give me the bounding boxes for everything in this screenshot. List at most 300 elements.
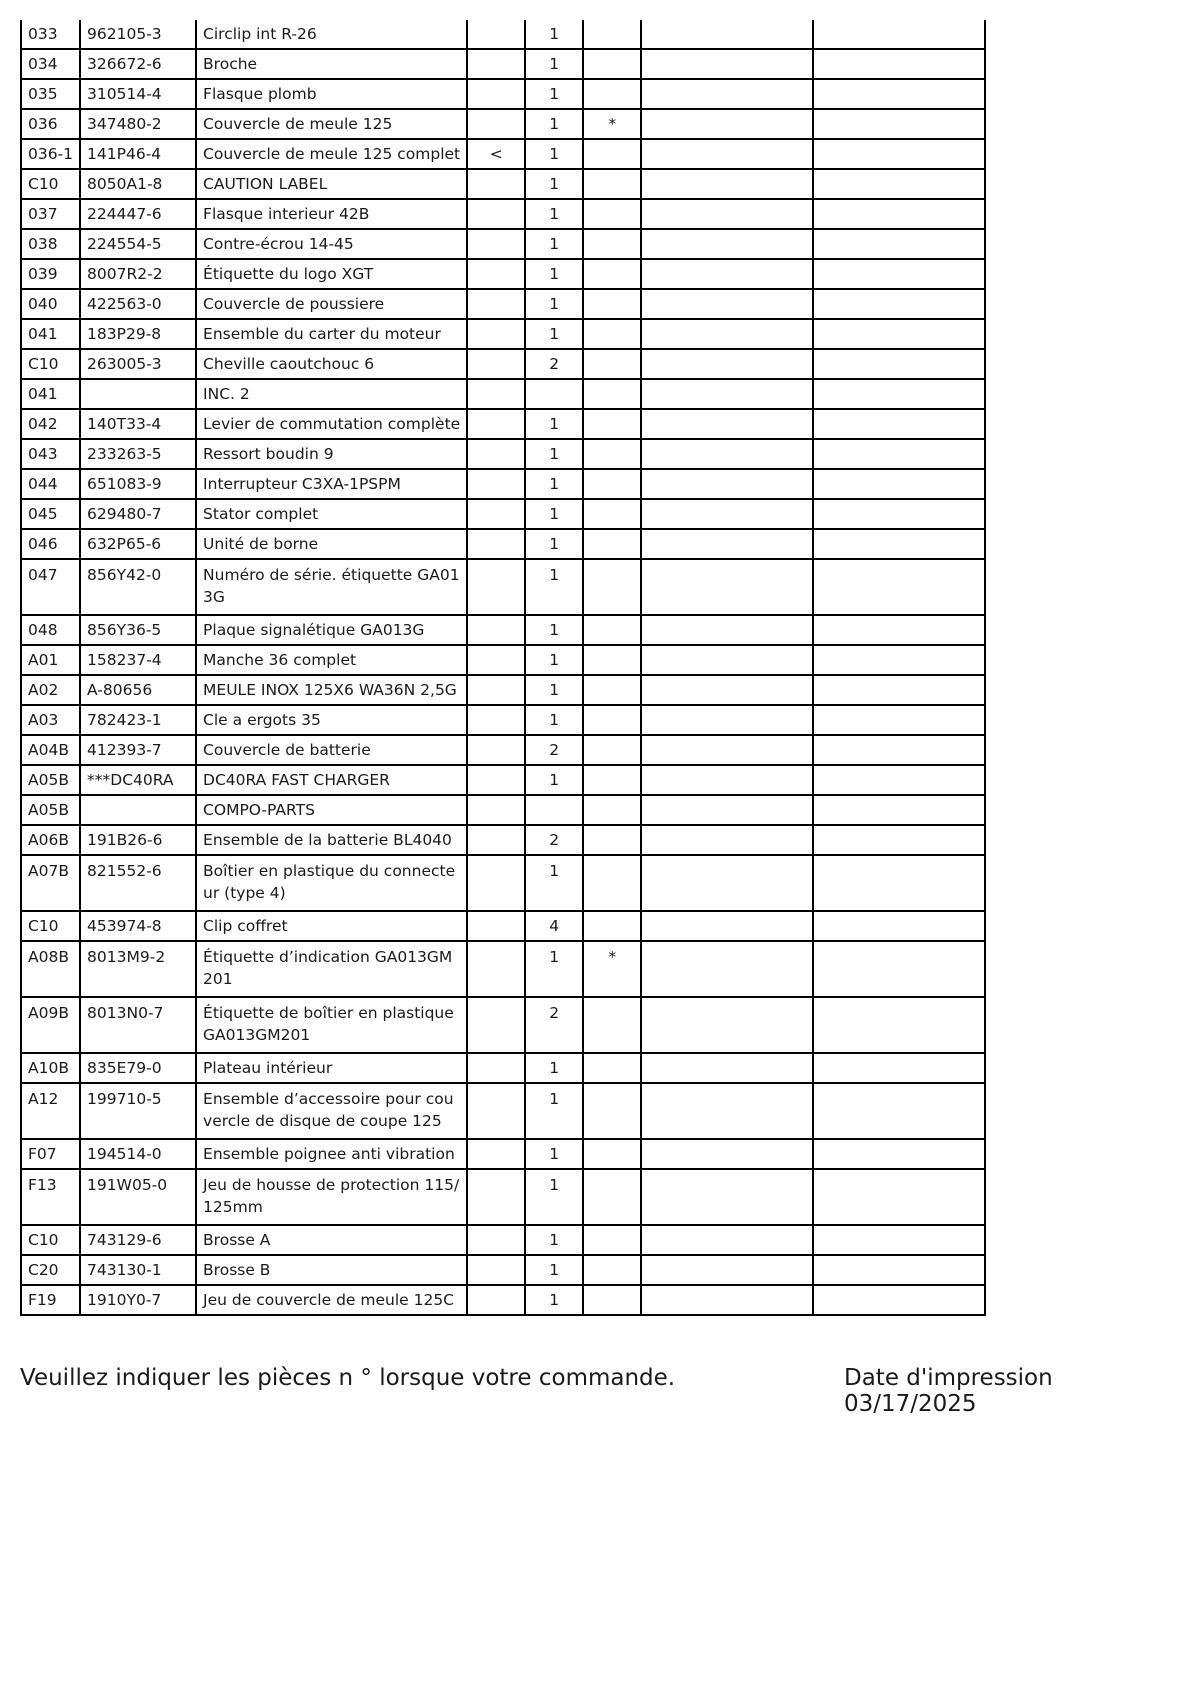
- item-number: A06B: [21, 825, 80, 855]
- note-mark: [583, 1285, 641, 1315]
- item-number: A04B: [21, 735, 80, 765]
- note-mark: [583, 1053, 641, 1083]
- item-number: A03: [21, 705, 80, 735]
- substitution-mark: [467, 49, 525, 79]
- quantity: 1: [525, 409, 583, 439]
- note-mark: [583, 1225, 641, 1255]
- part-description: Plaque signalétique GA013G: [196, 615, 467, 645]
- quantity: 1: [525, 49, 583, 79]
- substitution-mark: [467, 259, 525, 289]
- blank-cell: [641, 705, 813, 735]
- note-mark: [583, 615, 641, 645]
- part-reference: 224554-5: [80, 229, 196, 259]
- blank-cell: [641, 1225, 813, 1255]
- blank-cell: [813, 559, 985, 615]
- part-reference: 856Y42-0: [80, 559, 196, 615]
- quantity: 1: [525, 169, 583, 199]
- item-number: A07B: [21, 855, 80, 911]
- part-reference: 263005-3: [80, 349, 196, 379]
- parts-table-body: [21, 20, 985, 1315]
- note-mark: [583, 79, 641, 109]
- table-row: [21, 941, 985, 997]
- blank-cell: [641, 319, 813, 349]
- blank-cell: [641, 911, 813, 941]
- quantity: [525, 795, 583, 825]
- substitution-mark: [467, 439, 525, 469]
- quantity: 1: [525, 1053, 583, 1083]
- table-row: [21, 20, 985, 49]
- substitution-mark: [467, 289, 525, 319]
- item-number: A01: [21, 645, 80, 675]
- table-row: [21, 259, 985, 289]
- note-mark: [583, 1083, 641, 1139]
- substitution-mark: [467, 1255, 525, 1285]
- blank-cell: [813, 735, 985, 765]
- item-number: 033: [21, 20, 80, 49]
- table-row: [21, 79, 985, 109]
- item-number: 040: [21, 289, 80, 319]
- part-description: COMPO-PARTS: [196, 795, 467, 825]
- blank-cell: [641, 1053, 813, 1083]
- part-description: Circlip int R-26: [196, 20, 467, 49]
- item-number: 038: [21, 229, 80, 259]
- note-mark: [583, 911, 641, 941]
- substitution-mark: [467, 941, 525, 997]
- note-mark: [583, 559, 641, 615]
- part-description: Étiquette d’indication GA013GM201: [196, 941, 467, 997]
- table-row: [21, 409, 985, 439]
- item-number: 042: [21, 409, 80, 439]
- note-mark: [583, 169, 641, 199]
- part-reference: A-80656: [80, 675, 196, 705]
- part-description: Étiquette du logo XGT: [196, 259, 467, 289]
- blank-cell: [813, 499, 985, 529]
- item-number: A02: [21, 675, 80, 705]
- blank-cell: [641, 409, 813, 439]
- table-row: [21, 705, 985, 735]
- part-reference: 453974-8: [80, 911, 196, 941]
- note-mark: [583, 1169, 641, 1225]
- substitution-mark: [467, 735, 525, 765]
- order-instruction: Veuillez indiquer les pièces n ° lorsque votre commande.: [20, 1365, 676, 1391]
- item-number: 034: [21, 49, 80, 79]
- item-number: 047: [21, 559, 80, 615]
- substitution-mark: [467, 199, 525, 229]
- part-description: Couvercle de meule 125 complet: [196, 139, 467, 169]
- blank-cell: [813, 379, 985, 409]
- part-reference: 224447-6: [80, 199, 196, 229]
- part-reference: 191B26-6: [80, 825, 196, 855]
- blank-cell: [813, 409, 985, 439]
- part-description: Cle a ergots 35: [196, 705, 467, 735]
- substitution-mark: [467, 1083, 525, 1139]
- blank-cell: [813, 139, 985, 169]
- blank-cell: [813, 199, 985, 229]
- item-number: A05B: [21, 795, 80, 825]
- substitution-mark: [467, 675, 525, 705]
- part-description: Flasque interieur 42B: [196, 199, 467, 229]
- blank-cell: [813, 259, 985, 289]
- blank-cell: [641, 1083, 813, 1139]
- table-row: [21, 615, 985, 645]
- part-description: Couvercle de poussiere: [196, 289, 467, 319]
- table-row: [21, 199, 985, 229]
- table-row: [21, 1053, 985, 1083]
- table-row: [21, 319, 985, 349]
- substitution-mark: [467, 997, 525, 1053]
- note-mark: [583, 645, 641, 675]
- blank-cell: [641, 499, 813, 529]
- substitution-mark: [467, 795, 525, 825]
- note-mark: [583, 49, 641, 79]
- note-mark: [583, 529, 641, 559]
- blank-cell: [813, 1169, 985, 1225]
- blank-cell: [813, 1255, 985, 1285]
- substitution-mark: [467, 1285, 525, 1315]
- table-row: [21, 139, 985, 169]
- quantity: 1: [525, 109, 583, 139]
- item-number: C10: [21, 911, 80, 941]
- blank-cell: [641, 997, 813, 1053]
- table-row: [21, 229, 985, 259]
- part-description: Interrupteur C3XA-1PSPM: [196, 469, 467, 499]
- item-number: 041: [21, 379, 80, 409]
- blank-cell: [813, 1285, 985, 1315]
- quantity: 1: [525, 439, 583, 469]
- item-number: 044: [21, 469, 80, 499]
- blank-cell: [641, 199, 813, 229]
- part-description: Ensemble du carter du moteur: [196, 319, 467, 349]
- quantity: 2: [525, 349, 583, 379]
- substitution-mark: [467, 1139, 525, 1169]
- blank-cell: [813, 49, 985, 79]
- part-description: Manche 36 complet: [196, 645, 467, 675]
- item-number: C10: [21, 1225, 80, 1255]
- blank-cell: [813, 79, 985, 109]
- table-row: [21, 1285, 985, 1315]
- substitution-mark: [467, 615, 525, 645]
- part-reference: 962105-3: [80, 20, 196, 49]
- blank-cell: [641, 1255, 813, 1285]
- quantity: 2: [525, 997, 583, 1053]
- blank-cell: [641, 615, 813, 645]
- note-mark: [583, 765, 641, 795]
- blank-cell: [641, 229, 813, 259]
- part-reference: 856Y36-5: [80, 615, 196, 645]
- note-mark: [583, 439, 641, 469]
- blank-cell: [641, 675, 813, 705]
- item-number: A12: [21, 1083, 80, 1139]
- blank-cell: [813, 349, 985, 379]
- blank-cell: [813, 705, 985, 735]
- note-mark: [583, 855, 641, 911]
- part-reference: 141P46-4: [80, 139, 196, 169]
- part-reference: [80, 795, 196, 825]
- part-reference: 629480-7: [80, 499, 196, 529]
- blank-cell: [813, 1083, 985, 1139]
- quantity: 1: [525, 941, 583, 997]
- table-row: [21, 855, 985, 911]
- part-description: DC40RA FAST CHARGER: [196, 765, 467, 795]
- part-reference: 8050A1-8: [80, 169, 196, 199]
- item-number: 045: [21, 499, 80, 529]
- item-number: 039: [21, 259, 80, 289]
- part-reference: 835E79-0: [80, 1053, 196, 1083]
- part-description: Broche: [196, 49, 467, 79]
- substitution-mark: [467, 319, 525, 349]
- note-mark: [583, 319, 641, 349]
- part-reference: 821552-6: [80, 855, 196, 911]
- table-row: [21, 499, 985, 529]
- note-mark: [583, 825, 641, 855]
- note-mark: [583, 705, 641, 735]
- part-description: Plateau intérieur: [196, 1053, 467, 1083]
- quantity: 2: [525, 735, 583, 765]
- blank-cell: [813, 941, 985, 997]
- blank-cell: [641, 765, 813, 795]
- item-number: 036: [21, 109, 80, 139]
- part-reference: 651083-9: [80, 469, 196, 499]
- substitution-mark: [467, 169, 525, 199]
- table-row: [21, 439, 985, 469]
- part-description: Jeu de housse de protection 115/125mm: [196, 1169, 467, 1225]
- substitution-mark: [467, 825, 525, 855]
- blank-cell: [813, 1225, 985, 1255]
- substitution-mark: [467, 1225, 525, 1255]
- quantity: 1: [525, 199, 583, 229]
- substitution-mark: [467, 499, 525, 529]
- item-number: 036-1: [21, 139, 80, 169]
- quantity: 1: [525, 1169, 583, 1225]
- blank-cell: [813, 109, 985, 139]
- blank-cell: [813, 529, 985, 559]
- note-mark: [583, 997, 641, 1053]
- blank-cell: [641, 20, 813, 49]
- part-description: Numéro de série. étiquette GA013G: [196, 559, 467, 615]
- blank-cell: [641, 1285, 813, 1315]
- quantity: 1: [525, 79, 583, 109]
- quantity: 1: [525, 765, 583, 795]
- quantity: 1: [525, 1225, 583, 1255]
- part-reference: 194514-0: [80, 1139, 196, 1169]
- blank-cell: [813, 645, 985, 675]
- item-number: C20: [21, 1255, 80, 1285]
- table-row: [21, 1083, 985, 1139]
- substitution-mark: [467, 79, 525, 109]
- item-number: A09B: [21, 997, 80, 1053]
- item-number: 037: [21, 199, 80, 229]
- quantity: 1: [525, 139, 583, 169]
- part-reference: 8013N0-7: [80, 997, 196, 1053]
- blank-cell: [813, 855, 985, 911]
- part-reference: 743130-1: [80, 1255, 196, 1285]
- blank-cell: [641, 941, 813, 997]
- part-description: Couvercle de meule 125: [196, 109, 467, 139]
- table-row: [21, 675, 985, 705]
- blank-cell: [641, 289, 813, 319]
- quantity: 1: [525, 20, 583, 49]
- blank-cell: [813, 615, 985, 645]
- part-description: Flasque plomb: [196, 79, 467, 109]
- part-description: Ressort boudin 9: [196, 439, 467, 469]
- quantity: 2: [525, 825, 583, 855]
- quantity: 1: [525, 469, 583, 499]
- blank-cell: [813, 20, 985, 49]
- table-row: [21, 559, 985, 615]
- quantity: 1: [525, 559, 583, 615]
- blank-cell: [813, 229, 985, 259]
- blank-cell: [641, 645, 813, 675]
- quantity: 1: [525, 705, 583, 735]
- note-mark: [583, 379, 641, 409]
- quantity: 1: [525, 675, 583, 705]
- note-mark: [583, 1139, 641, 1169]
- part-reference: 233263-5: [80, 439, 196, 469]
- parts-table: [20, 20, 986, 1316]
- blank-cell: [813, 675, 985, 705]
- blank-cell: [641, 109, 813, 139]
- part-reference: 183P29-8: [80, 319, 196, 349]
- blank-cell: [641, 1139, 813, 1169]
- table-row: [21, 1225, 985, 1255]
- note-mark: [583, 409, 641, 439]
- part-reference: 8013M9-2: [80, 941, 196, 997]
- part-reference: 158237-4: [80, 645, 196, 675]
- blank-cell: [813, 289, 985, 319]
- substitution-mark: [467, 109, 525, 139]
- substitution-mark: [467, 645, 525, 675]
- table-row: [21, 289, 985, 319]
- note-mark: [583, 675, 641, 705]
- part-description: Jeu de couvercle de meule 125C: [196, 1285, 467, 1315]
- quantity: 1: [525, 855, 583, 911]
- part-description: Unité de borne: [196, 529, 467, 559]
- part-description: Cheville caoutchouc 6: [196, 349, 467, 379]
- part-reference: 743129-6: [80, 1225, 196, 1255]
- blank-cell: [641, 1169, 813, 1225]
- quantity: [525, 379, 583, 409]
- note-mark: [583, 795, 641, 825]
- substitution-mark: [467, 20, 525, 49]
- table-row: [21, 169, 985, 199]
- blank-cell: [641, 559, 813, 615]
- part-reference: 191W05-0: [80, 1169, 196, 1225]
- note-mark: [583, 259, 641, 289]
- blank-cell: [813, 825, 985, 855]
- part-description: Brosse B: [196, 1255, 467, 1285]
- blank-cell: [813, 1053, 985, 1083]
- quantity: 1: [525, 1083, 583, 1139]
- blank-cell: [641, 529, 813, 559]
- substitution-mark: [467, 229, 525, 259]
- quantity: 1: [525, 499, 583, 529]
- table-row: [21, 765, 985, 795]
- blank-cell: [813, 997, 985, 1053]
- table-row: [21, 1255, 985, 1285]
- blank-cell: [813, 439, 985, 469]
- table-row: [21, 1139, 985, 1169]
- part-reference: 422563-0: [80, 289, 196, 319]
- substitution-mark: [467, 1053, 525, 1083]
- table-row: [21, 529, 985, 559]
- table-row: [21, 735, 985, 765]
- note-mark: *: [583, 941, 641, 997]
- quantity: 1: [525, 615, 583, 645]
- part-reference: 632P65-6: [80, 529, 196, 559]
- note-mark: [583, 499, 641, 529]
- blank-cell: [813, 765, 985, 795]
- item-number: A10B: [21, 1053, 80, 1083]
- quantity: 1: [525, 259, 583, 289]
- part-description: Contre-écrou 14-45: [196, 229, 467, 259]
- item-number: 035: [21, 79, 80, 109]
- item-number: C10: [21, 349, 80, 379]
- substitution-mark: [467, 379, 525, 409]
- blank-cell: [641, 795, 813, 825]
- substitution-mark: [467, 705, 525, 735]
- blank-cell: [641, 79, 813, 109]
- note-mark: [583, 469, 641, 499]
- part-description: Brosse A: [196, 1225, 467, 1255]
- item-number: A08B: [21, 941, 80, 997]
- item-number: F07: [21, 1139, 80, 1169]
- quantity: 1: [525, 289, 583, 319]
- blank-cell: [641, 735, 813, 765]
- substitution-mark: [467, 409, 525, 439]
- blank-cell: [641, 825, 813, 855]
- blank-cell: [641, 259, 813, 289]
- substitution-mark: <: [467, 139, 525, 169]
- part-description: Stator complet: [196, 499, 467, 529]
- substitution-mark: [467, 911, 525, 941]
- blank-cell: [813, 319, 985, 349]
- item-number: A05B: [21, 765, 80, 795]
- table-row: [21, 795, 985, 825]
- part-reference: ***DC40RA: [80, 765, 196, 795]
- blank-cell: [813, 469, 985, 499]
- item-number: F13: [21, 1169, 80, 1225]
- note-mark: [583, 349, 641, 379]
- quantity: 1: [525, 1255, 583, 1285]
- part-description: Ensemble d’accessoire pour couvercle de disque de coupe 125: [196, 1083, 467, 1139]
- substitution-mark: [467, 559, 525, 615]
- blank-cell: [641, 349, 813, 379]
- note-mark: [583, 229, 641, 259]
- blank-cell: [641, 855, 813, 911]
- part-description: Ensemble poignee anti vibration: [196, 1139, 467, 1169]
- part-description: Levier de commutation complète: [196, 409, 467, 439]
- table-row: [21, 645, 985, 675]
- part-description: Ensemble de la batterie BL4040: [196, 825, 467, 855]
- item-number: C10: [21, 169, 80, 199]
- quantity: 1: [525, 1285, 583, 1315]
- item-number: F19: [21, 1285, 80, 1315]
- note-mark: [583, 1255, 641, 1285]
- quantity: 1: [525, 229, 583, 259]
- table-row: [21, 49, 985, 79]
- part-reference: 199710-5: [80, 1083, 196, 1139]
- table-row: [21, 469, 985, 499]
- part-reference: 782423-1: [80, 705, 196, 735]
- note-mark: [583, 139, 641, 169]
- table-row: [21, 109, 985, 139]
- part-description: Clip coffret: [196, 911, 467, 941]
- quantity: 1: [525, 645, 583, 675]
- blank-cell: [641, 49, 813, 79]
- quantity: 1: [525, 1139, 583, 1169]
- part-reference: 8007R2-2: [80, 259, 196, 289]
- blank-cell: [813, 169, 985, 199]
